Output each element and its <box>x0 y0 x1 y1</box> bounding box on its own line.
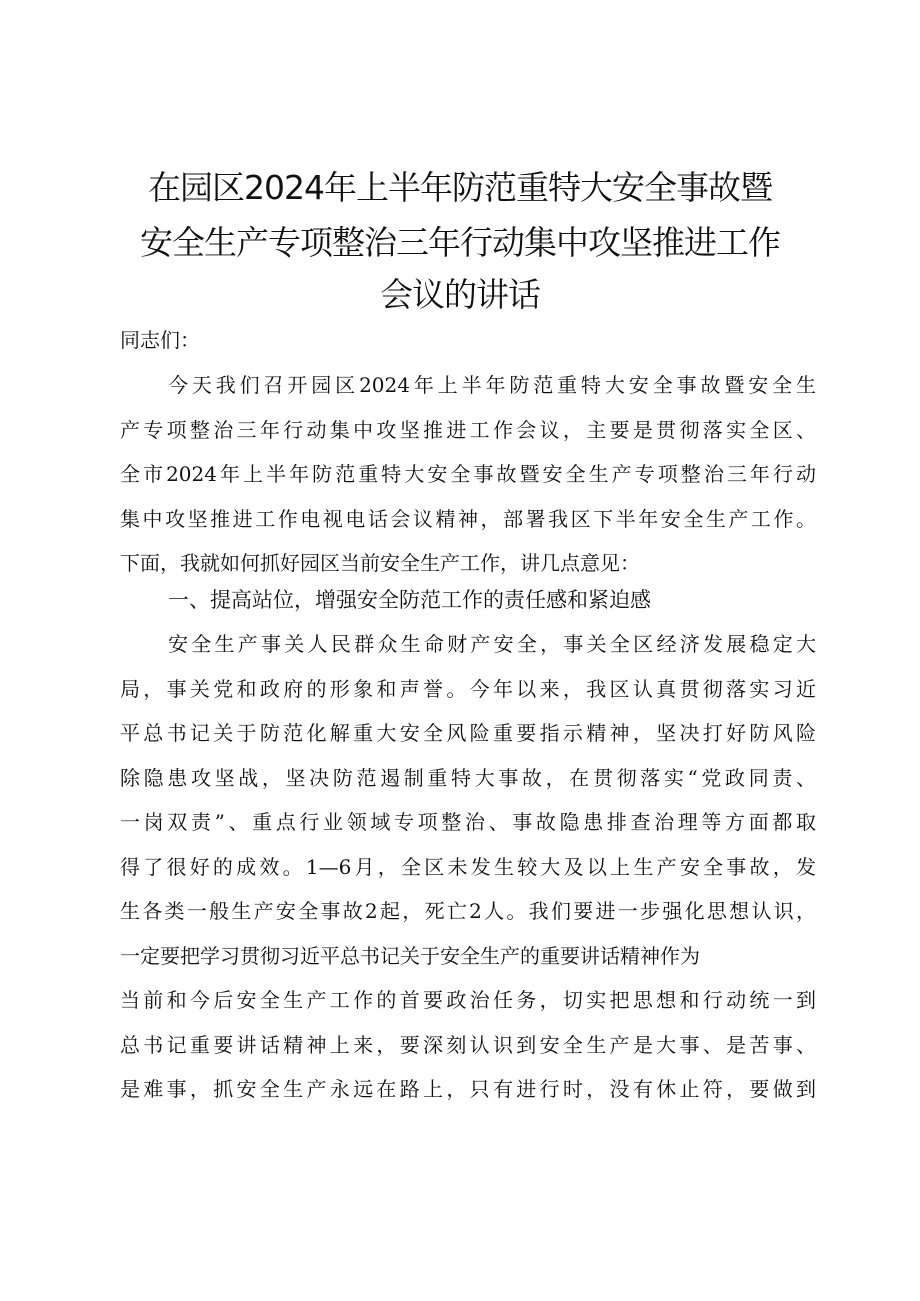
body-line: 一岗双责”、重点行业领域专项整治、事故隐患排查治理等方面都取 <box>120 810 816 834</box>
intro-line: 产专项整治三年行动集中攻坚推进工作会议，主要是贯彻落实全区、 <box>120 417 816 442</box>
body-line: 除隐患攻坚战，坚决防范遏制重特大事故，在贯彻落实“党政同责、 <box>120 765 816 790</box>
section-heading: 一、提高站位，增强安全防范工作的责任感和紧迫感 <box>168 588 651 612</box>
body-line: 安全生产事关人民群众生命财产安全，事关全区经济发展稳定大 <box>168 632 816 656</box>
body-line: 当前和今后安全生产工作的首要政治任务，切实把思想和行动统一到 <box>120 988 816 1012</box>
document-title-line-1: 在园区2024年上半年防范重特大安全事故暨 <box>148 168 772 207</box>
document-title-line-2: 安全生产专项整治三年行动集中攻坚推进工作 <box>140 223 780 262</box>
intro-line: 集中攻坚推进工作电视电话会议精神，部署我区下半年安全生产工作。 <box>120 506 816 531</box>
intro-line: 下面，我就如何抓好园区当前安全生产工作，讲几点意见： <box>120 551 640 575</box>
body-line: 是难事，抓安全生产永远在路上，只有进行时，没有休止符，要做到 <box>120 1077 816 1101</box>
intro-line: 全市2024年上半年防范重特大安全事故暨安全生产专项整治三年行动 <box>120 462 816 486</box>
body-line: 局，事关党和政府的形象和声誉。今年以来，我区认真贯彻落实习近 <box>120 676 816 701</box>
document-title-line-3: 会议的讲话 <box>380 275 540 314</box>
greeting: 同志们： <box>120 328 200 352</box>
body-paragraph <box>120 622 816 1112</box>
body-line: 一定要把学习贯彻习近平总书记关于安全生产的重要讲话精神作为 <box>120 943 700 968</box>
intro-line: 今天我们召开园区2024年上半年防范重特大安全事故暨安全生 <box>168 373 816 397</box>
body-line: 总书记重要讲话精神上来，要深刻认识到安全生产是大事、是苦事、 <box>120 1032 816 1057</box>
body-line: 得了很好的成效。1—6月，全区未发生较大及以上生产安全事故，发 <box>120 854 816 879</box>
body-line: 生各类一般生产安全事故2起，死亡2人。我们要进一步强化思想认识， <box>120 899 816 923</box>
intro-paragraph <box>120 363 816 586</box>
body-line: 平总书记关于防范化解重大安全风险重要指示精神，坚决打好防风险 <box>120 721 816 745</box>
